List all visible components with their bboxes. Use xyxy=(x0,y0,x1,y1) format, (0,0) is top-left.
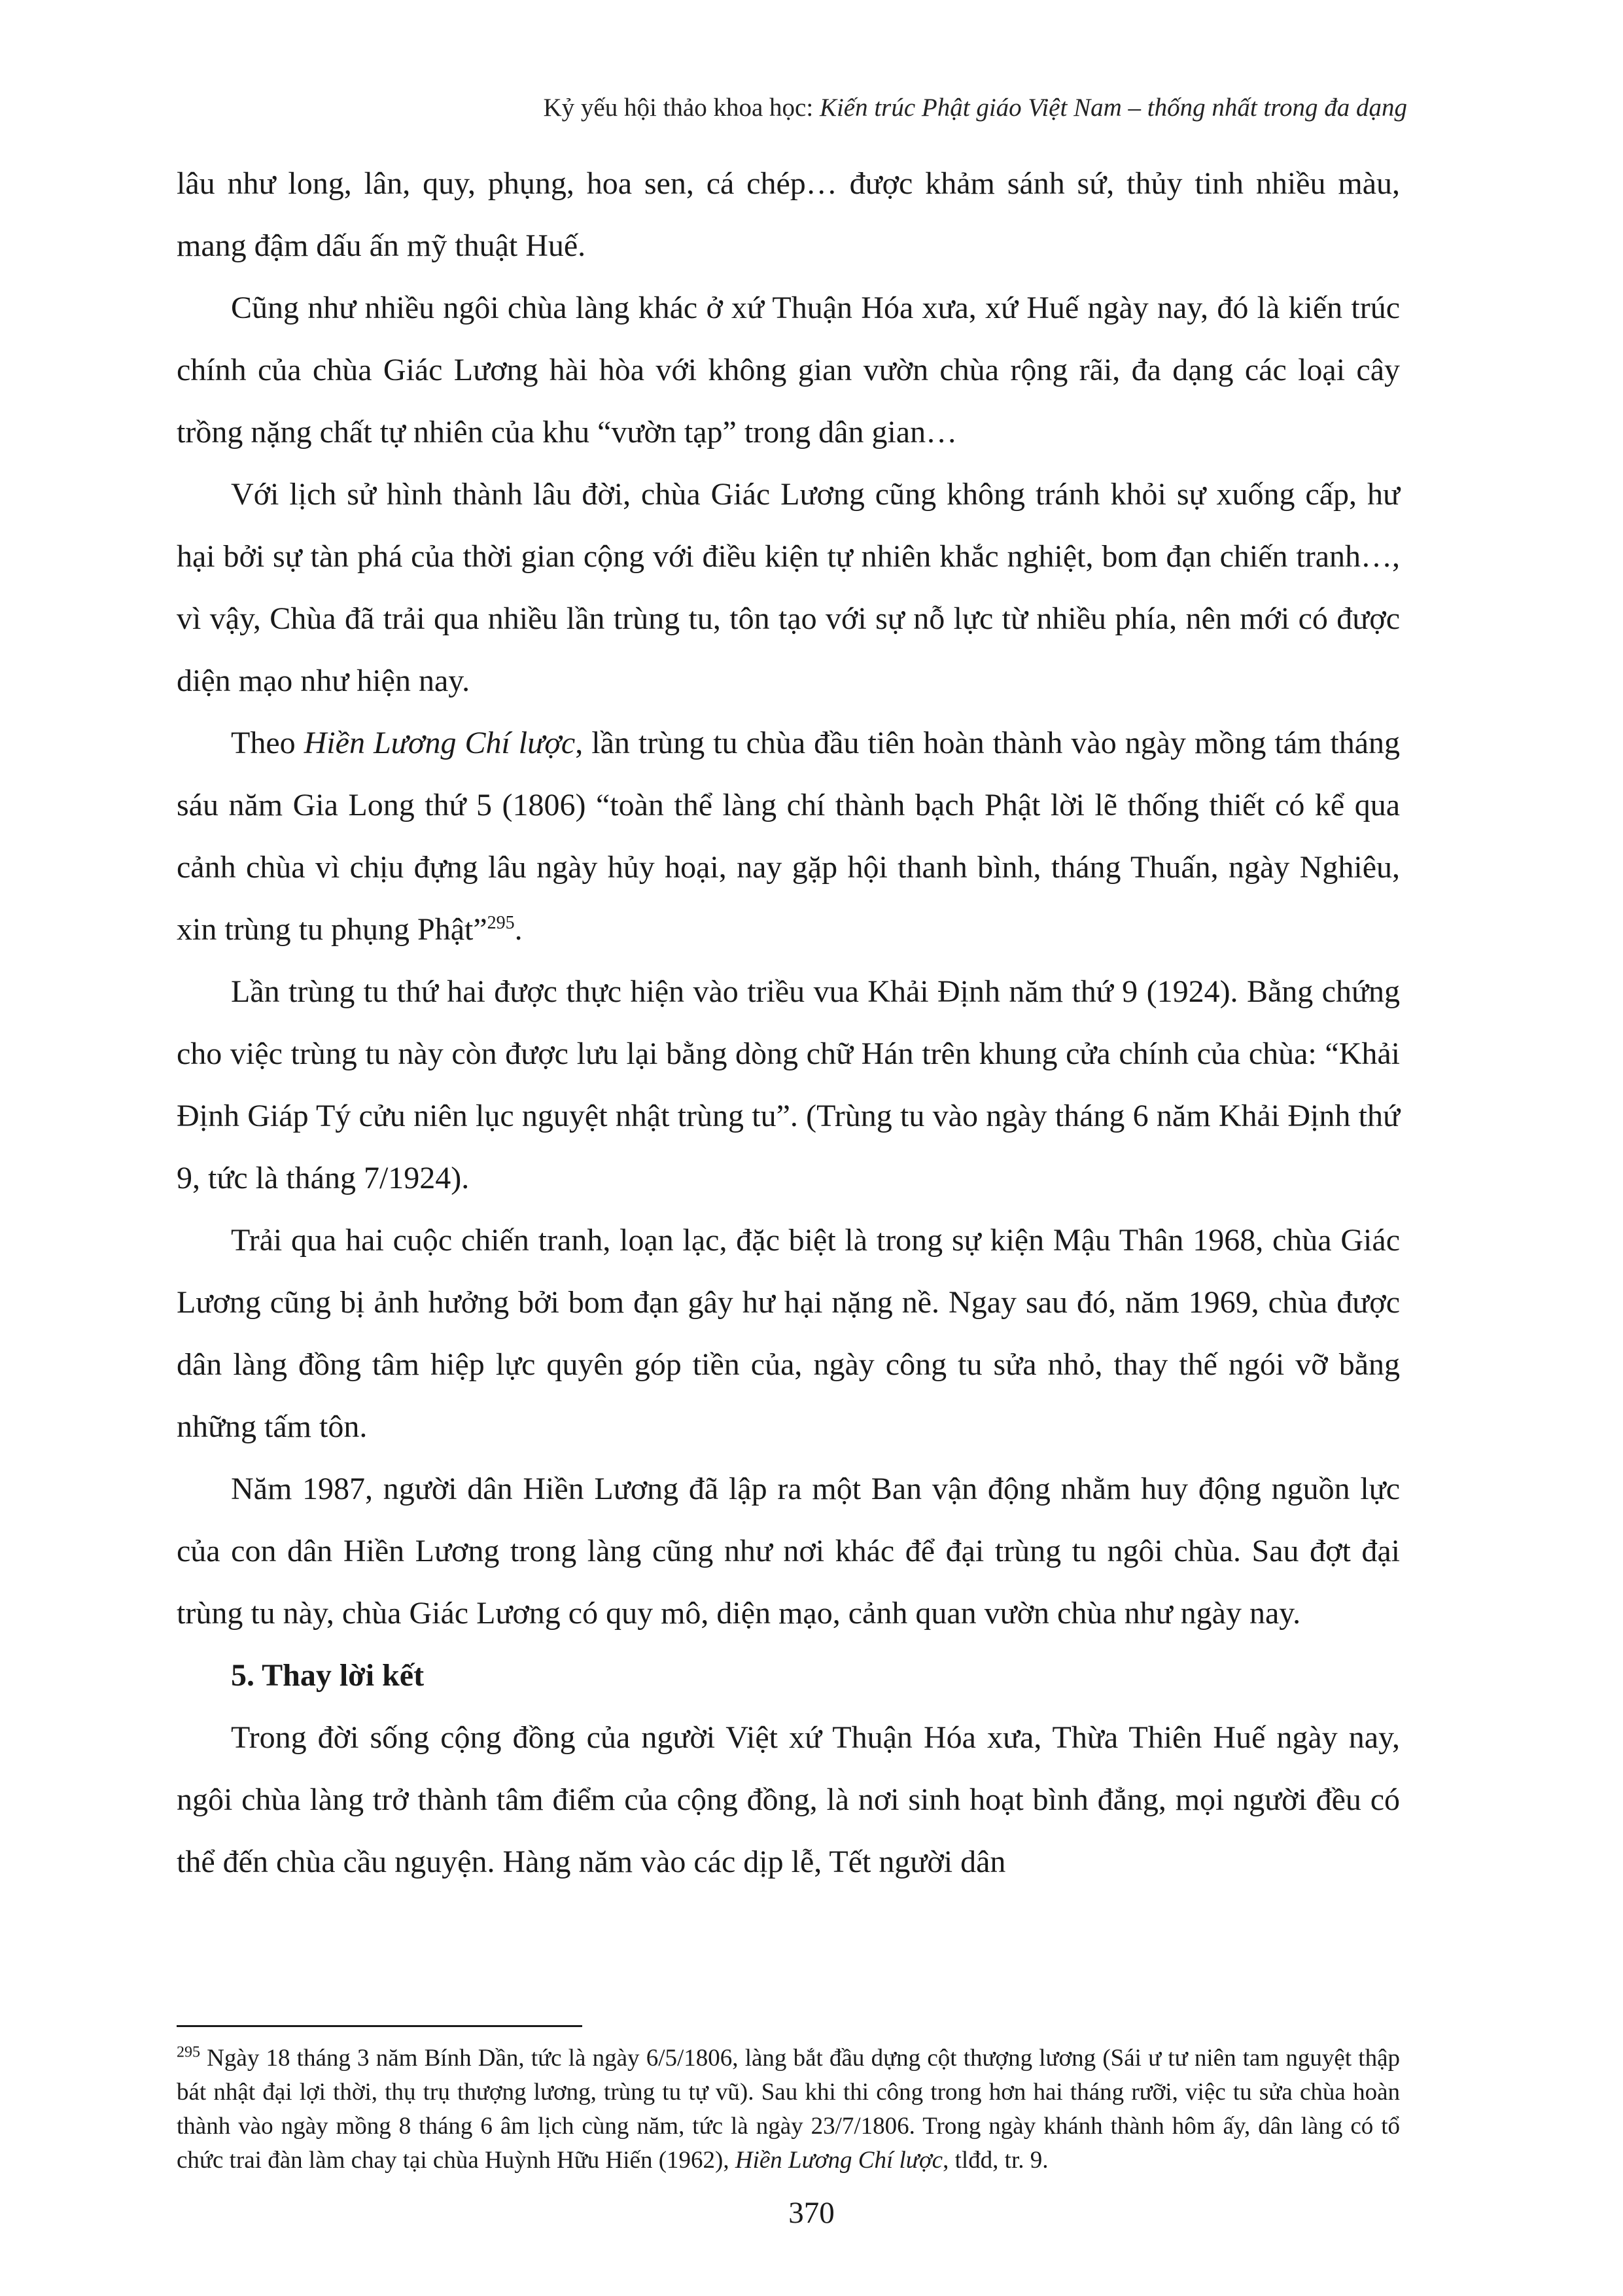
section-heading: 5. Thay lời kết xyxy=(231,1658,425,1693)
paragraph-4-end: . xyxy=(514,912,523,947)
paragraph-7: Năm 1987, người dân Hiền Lương đã lập ra một Ban vận động nhằm huy động nguồn lực của con dân Hiền Lương trong làng cũng như nơi khác để đại trùng tu ngôi chùa. Sau đợt đại trùng tu này, chùa Giác Lương có quy mô, diện mạo, cảnh quan vườn chùa như ngày nay. xyxy=(177,1472,1400,1631)
header-title: Kiến trúc Phật giáo Việt Nam – thống nhất trong đa dạng xyxy=(819,94,1407,122)
paragraph-4-body: , lần trùng tu chùa đầu tiên hoàn thành vào ngày mồng tám tháng sáu năm Gia Long thứ 5 (1806) “toàn thể làng chí thành bạch Phật lời lẽ thống thiết có kể qua cảnh chùa vì chịu đựng lâu ngày hủy hoại, nay gặp hội thanh bình, tháng Thuấn, ngày Nghiêu, xin trùng tu phụng Phật” xyxy=(177,726,1401,947)
paragraph-4 xyxy=(177,712,1400,961)
paragraph-3: Với lịch sử hình thành lâu đời, chùa Giác Lương cũng không tránh khỏi sự xuống cấp, hư hại bởi sự tàn phá của thời gian cộng với điều kiện tự nhiên khắc nghiệt, bom đạn chiến tranh…, vì vậy, Chùa đã trải qua nhiều lần trùng tu, tôn tạo với sự nỗ lực từ nhiều phía, nên mới có được diện mạo như hiện nay. xyxy=(177,477,1400,698)
footnote-number: 295 xyxy=(177,2043,200,2061)
body-text xyxy=(177,152,1400,1893)
footnote-text-start: Ngày 18 tháng 3 năm Bính Dần, tức là ngày 6/5/1806, làng bắt đầu dựng cột thượng lương (Sái ư tư niên tam nguyệt thập bát nhật đại lợi thời, thụ trụ thượng lương, trùng tu tự vũ). Sau khi thi công trong hơn hai tháng rưỡi, việc tu sửa chùa hoàn thành vào ngày mồng 8 tháng 6 âm lịch cùng năm, tức là ngày 23/7/1806. Trong ngày khánh thành hôm ấy, dân làng có tổ chức trai đàn làm chay tại chùa Huỳnh Hữu Hiến (1962), xyxy=(177,2045,1400,2174)
page-number: 370 xyxy=(788,2196,835,2230)
footnote-book-title: Hiền Lương Chí lược xyxy=(735,2147,943,2174)
footnote-separator xyxy=(177,2025,582,2027)
footnote-reference[interactable]: 295 xyxy=(487,913,515,933)
footnote xyxy=(177,2041,1400,2178)
paragraph-2: Cũng như nhiều ngôi chùa làng khác ở xứ Thuận Hóa xưa, xứ Huế ngày nay, đó là kiến trúc chính của chùa Giác Lương hài hòa với không gian vườn chùa rộng rãi, đa dạng các loại cây trồng nặng chất tự nhiên của khu “vườn tạp” trong dân gian… xyxy=(177,291,1400,450)
footnote-text-end: , tlđd, tr. 9. xyxy=(943,2147,1049,2174)
paragraph-5: Lần trùng tu thứ hai được thực hiện vào triều vua Khải Định năm thứ 9 (1924). Bằng chứng cho việc trùng tu này còn được lưu lại bằng dòng chữ Hán trên khung cửa chính của chùa: “Khải Định Giáp Tý cửu niên lục nguyệt nhật trùng tu”. (Trùng tu vào ngày tháng 6 năm Khải Định thứ 9, tức là tháng 7/1924). xyxy=(177,974,1400,1195)
running-header xyxy=(177,92,1407,124)
paragraph-8: Trong đời sống cộng đồng của người Việt xứ Thuận Hóa xưa, Thừa Thiên Huế ngày nay, ngôi chùa làng trở thành tâm điểm của cộng đồng, là nơi sinh hoạt bình đẳng, mọi người đều có thể đến chùa cầu nguyện. Hàng năm vào các dịp lễ, Tết người dân xyxy=(177,1720,1400,1879)
book-title: Hiền Lương Chí lược xyxy=(304,726,576,760)
paragraph-4-start: Theo xyxy=(231,726,304,760)
paragraph-6: Trải qua hai cuộc chiến tranh, loạn lạc, đặc biệt là trong sự kiện Mậu Thân 1968, chùa Giác Lương cũng bị ảnh hưởng bởi bom đạn gây hư hại nặng nề. Ngay sau đó, năm 1969, chùa được dân làng đồng tâm hiệp lực quyên góp tiền của, ngày công tu sửa nhỏ, thay thế ngói vỡ bằng những tấm tôn. xyxy=(177,1223,1400,1444)
header-prefix: Kỷ yếu hội thảo khoa học: xyxy=(543,94,820,122)
paragraph-1: lâu như long, lân, quy, phụng, hoa sen, cá chép… được khảm sánh sứ, thủy tinh nhiều màu, mang đậm dấu ấn mỹ thuật Huế. xyxy=(177,166,1400,263)
